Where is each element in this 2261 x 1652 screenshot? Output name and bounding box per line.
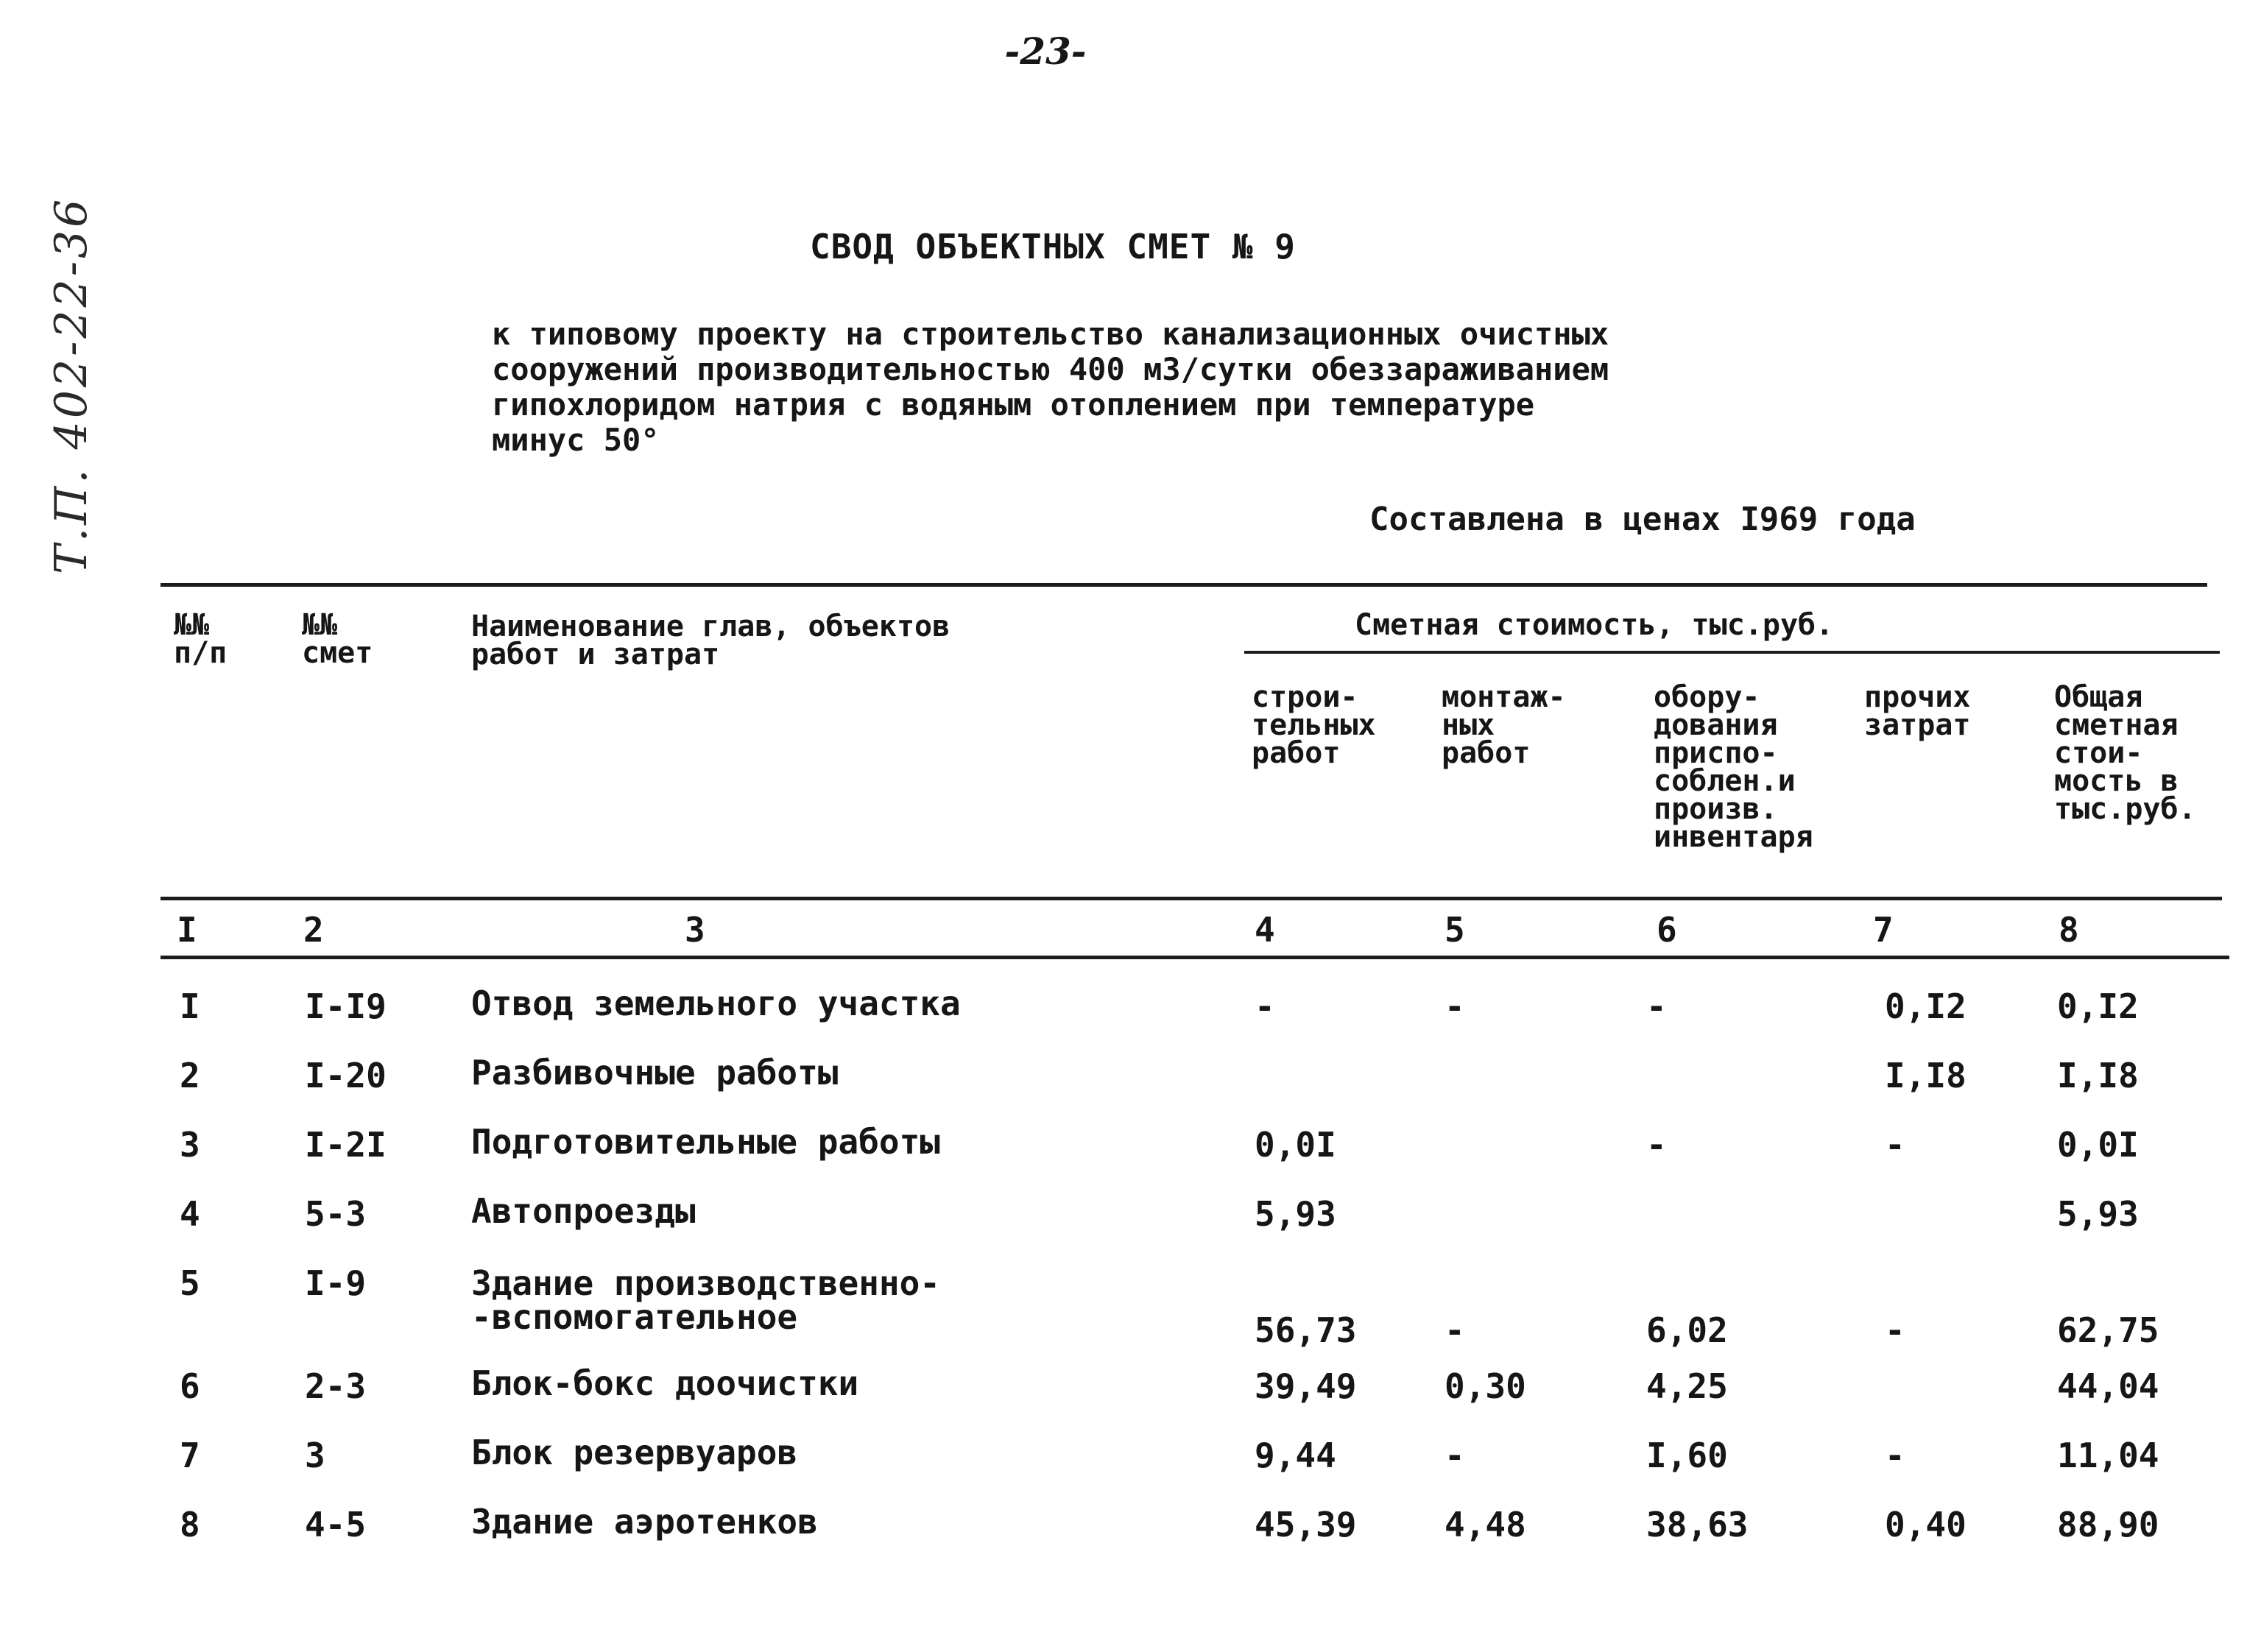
table-row <box>0 1363 2261 1425</box>
cell-installation: - <box>1445 1436 1465 1475</box>
cell-name: Автопроезды <box>471 1191 696 1231</box>
header-estimate: №№ смет <box>302 608 373 670</box>
header-bottom-rule <box>161 897 2222 900</box>
document-title: СВОД ОБЪЕКТНЫХ СМЕТ № 9 <box>810 227 1296 266</box>
header-num: №№ п/п <box>174 608 227 670</box>
column-numbers-rule <box>161 956 2229 959</box>
cell-num: 4 <box>180 1194 200 1234</box>
group-header-rule <box>1244 651 2220 654</box>
margin-note: Т.П. 402-22-36 <box>46 196 97 574</box>
table-row <box>0 1433 2261 1494</box>
cell-estimate: I-9 <box>305 1263 367 1303</box>
cell-installation: 0,30 <box>1445 1366 1526 1406</box>
cell-num: 3 <box>180 1125 200 1165</box>
column-number: I <box>177 910 197 950</box>
cell-construction: 9,44 <box>1255 1436 1336 1475</box>
cell-installation: 4,48 <box>1445 1505 1526 1545</box>
document-subtitle: к типовому проекту на строительство канализационных очистных сооружений производительностью 400 м3/сутки обеззараживанием гипохлоридом натрия с водяным отоплением при температуре минус 50° <box>492 316 1609 458</box>
column-number: 2 <box>303 910 324 950</box>
cell-name: Блок резервуаров <box>471 1433 798 1472</box>
cell-total: 88,90 <box>2057 1505 2159 1545</box>
table-row <box>0 1263 2261 1352</box>
header-equipment: обору- дования приспо- соблен.и произв. инвентаря <box>1654 680 1813 854</box>
table-row <box>0 1122 2261 1184</box>
cell-name: Отвод земельного участка <box>471 984 961 1023</box>
column-number: 6 <box>1657 910 1677 950</box>
table-row <box>0 1053 2261 1115</box>
column-number: 7 <box>1873 910 1894 950</box>
cell-installation: - <box>1445 1310 1465 1350</box>
column-number: 8 <box>2059 910 2079 950</box>
cell-num: I <box>180 986 200 1026</box>
cell-num: 7 <box>180 1436 200 1475</box>
header-cost-group: Сметная стоимость, тыс.руб. <box>1355 608 1834 642</box>
cell-name: Здание производственно- -вспомогательное <box>471 1263 940 1337</box>
cell-name: Подготовительные работы <box>471 1122 940 1162</box>
column-number: 4 <box>1255 910 1275 950</box>
cell-total: 0,0I <box>2057 1125 2139 1165</box>
cell-other: 0,I2 <box>1885 986 1967 1026</box>
cell-name: Разбивочные работы <box>471 1053 839 1092</box>
cell-name: Блок-бокс доочистки <box>471 1363 859 1403</box>
cell-equipment: 4,25 <box>1646 1366 1728 1406</box>
cell-num: 5 <box>180 1263 200 1303</box>
prices-note: Составлена в ценах I969 года <box>1369 501 1916 538</box>
cell-num: 6 <box>180 1366 200 1406</box>
cell-estimate: I-20 <box>305 1056 387 1095</box>
table-row <box>0 1502 2261 1564</box>
cell-equipment: - <box>1646 1125 1667 1165</box>
cell-equipment: - <box>1646 986 1667 1026</box>
header-other: прочих затрат <box>1864 680 1971 742</box>
cell-num: 2 <box>180 1056 200 1095</box>
cell-other: - <box>1885 1125 1905 1165</box>
header-name: Наименование глав, объектов работ и затрат <box>471 610 950 671</box>
cell-construction: - <box>1255 986 1275 1026</box>
cell-other: - <box>1885 1436 1905 1475</box>
column-number: 3 <box>685 910 705 950</box>
header-construction: строи- тельных работ <box>1252 680 1376 770</box>
cell-total: 5,93 <box>2057 1194 2139 1234</box>
cell-equipment: I,60 <box>1646 1436 1728 1475</box>
page-number: -23- <box>1004 29 1087 73</box>
cell-estimate: 2-3 <box>305 1366 367 1406</box>
cell-installation: - <box>1445 986 1465 1026</box>
column-number: 5 <box>1445 910 1465 950</box>
cell-total: 0,I2 <box>2057 986 2139 1026</box>
table-row <box>0 1191 2261 1253</box>
header-installation: монтаж- ных работ <box>1442 680 1566 770</box>
cell-equipment: 6,02 <box>1646 1310 1728 1350</box>
cell-construction: 56,73 <box>1255 1310 1357 1350</box>
cell-other: - <box>1885 1310 1905 1350</box>
cell-estimate: I-I9 <box>305 986 387 1026</box>
cell-total: 44,04 <box>2057 1366 2159 1406</box>
cell-estimate: 5-3 <box>305 1194 367 1234</box>
cell-construction: 0,0I <box>1255 1125 1336 1165</box>
cell-total: 11,04 <box>2057 1436 2159 1475</box>
cell-estimate: 3 <box>305 1436 325 1475</box>
cell-estimate: 4-5 <box>305 1505 367 1545</box>
table-row <box>0 986 2261 1045</box>
cell-construction: 39,49 <box>1255 1366 1357 1406</box>
cell-construction: 5,93 <box>1255 1194 1336 1234</box>
cell-other: 0,40 <box>1885 1505 1967 1545</box>
cell-equipment: 38,63 <box>1646 1505 1749 1545</box>
header-total: Общая сметная стои- мость в тыс.руб. <box>2054 680 2196 826</box>
cell-total: I,I8 <box>2057 1056 2139 1095</box>
cell-estimate: I-2I <box>305 1125 387 1165</box>
table-top-rule <box>161 583 2207 587</box>
cell-name: Здание аэротенков <box>471 1502 818 1542</box>
cell-num: 8 <box>180 1505 200 1545</box>
cell-total: 62,75 <box>2057 1310 2159 1350</box>
cell-construction: 45,39 <box>1255 1505 1357 1545</box>
cell-other: I,I8 <box>1885 1056 1967 1095</box>
